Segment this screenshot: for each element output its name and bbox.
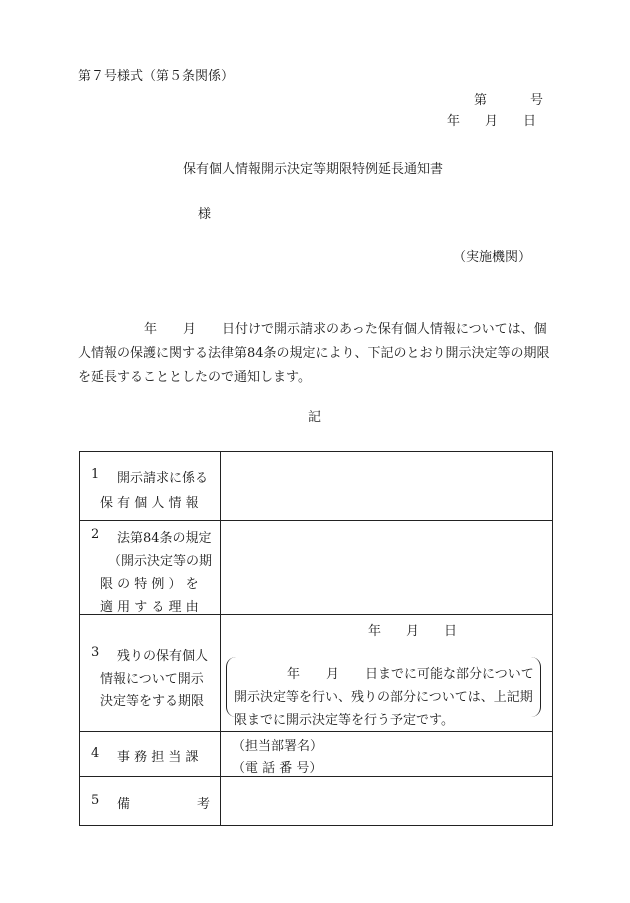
row5-value-cell [221,777,553,826]
row3-label-line2: 情報について開示 [100,672,204,687]
date-year: 年 [447,114,461,129]
document-date-line [447,114,536,130]
notice-body-line-2: 人情報の保護に関する法律第84条の規定により、下記のとおり開示決定等の期限 [78,346,550,361]
row3-note-line2: 開示決定等を行い、残りの部分については、上記期 [234,690,533,705]
document-title: 保有個人情報開示決定等期限特例延長通知書 [183,162,444,177]
row4-dept: （担当部署名） [232,739,324,754]
addressee-suffix: 様 [198,207,212,222]
table-row-5 [80,777,553,826]
notice-body [78,318,553,390]
row3-date-day: 日 [444,624,458,639]
row1-number: 1 [91,467,100,482]
row2-label-line1: 法第84条の規定 [117,531,212,546]
ki-heading: 記 [308,410,322,425]
row1-value-cell [221,452,553,521]
row4-phone: （電 話 番 号） [232,761,323,776]
table-row-3 [80,615,553,732]
row4-label: 事 務 担 当 課 [117,750,199,765]
row5-label-a: 備 [117,797,131,812]
row2-label-line4: 適 用 す る 理 由 [100,600,199,615]
row4-label-cell [80,732,221,777]
row3-date-year: 年 [368,624,382,639]
row3-label-cell [80,615,221,732]
row1-label-line1: 開示請求に係る [117,471,209,486]
row2-label-line3: 限 の 特 例 ） を [100,577,199,592]
row1-label-cell [80,452,221,521]
details-table [79,451,553,826]
document-number-line [474,93,543,109]
row3-date [368,620,457,639]
table-row-2 [80,521,553,615]
doc-number-prefix: 第 [474,93,488,108]
notice-body-line-3: を延長することとしたので通知します。 [78,370,311,385]
row2-label-cell [80,521,221,615]
notice-body-line-1: 年 月 日付けで開示請求のあった保有個人情報については、個 [144,322,547,337]
row3-label-line3: 決定等をする期限 [100,694,205,709]
row3-value-cell [221,615,553,732]
row5-label-b: 考 [197,797,211,812]
doc-number-suffix: 号 [530,93,544,108]
row5-number: 5 [91,793,100,808]
row5-label-cell [80,777,221,826]
date-month: 月 [485,114,499,129]
row3-label-line1: 残りの保有個人 [117,649,209,664]
row4-number: 4 [91,746,100,761]
issuer-agency: （実施機関） [453,250,532,265]
table-row-4 [80,732,553,777]
row3-note-line3: 限までに開示決定等を行う予定です。 [234,713,454,728]
table-row-1 [80,452,553,521]
row3-date-month: 月 [406,624,420,639]
row2-value-cell [221,521,553,615]
row4-value-cell [221,732,553,777]
date-day: 日 [523,114,537,129]
row1-label-line2: 保 有 個 人 情 報 [100,496,199,511]
row2-label-line2: （開示決定等の期 [108,554,213,569]
row2-number: 2 [91,527,100,542]
form-number-label: 第７号様式（第５条関係） [78,69,235,84]
row3-number: 3 [91,645,100,660]
row3-note-line1: 年 月 日までに可能な部分について [287,667,534,682]
